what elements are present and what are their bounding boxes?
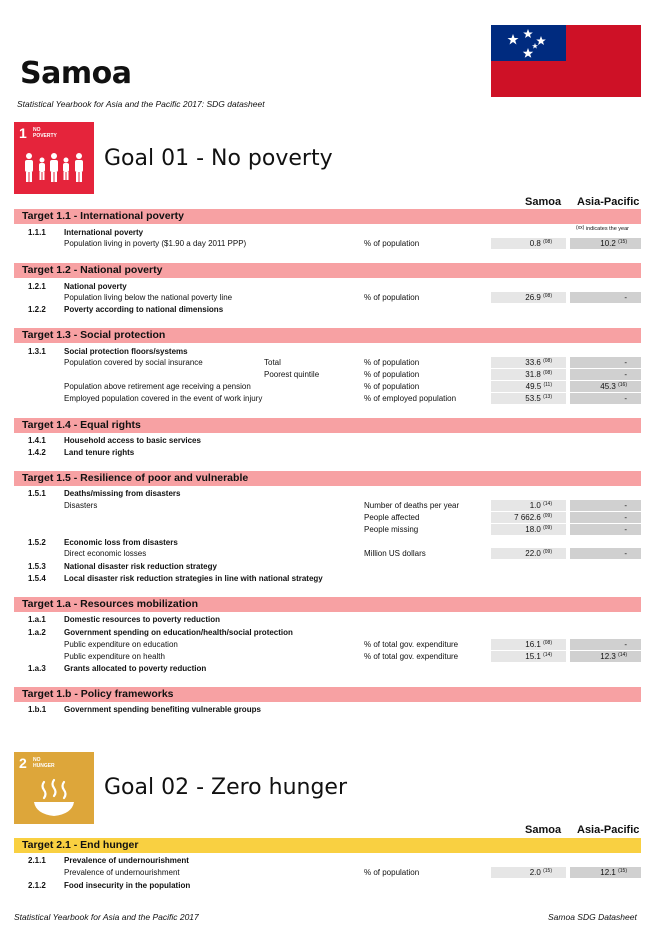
sub-indicator: Direct economic losses bbox=[64, 549, 147, 558]
unit-label: % of population bbox=[364, 868, 420, 877]
target-1-4-bar: Target 1.4 - Equal rights bbox=[14, 418, 641, 433]
datasheet-subtitle: Statistical Yearbook for Asia and the Pacific 2017: SDG datasheet bbox=[17, 99, 265, 109]
indicator-name: International poverty bbox=[64, 228, 144, 237]
goal-02-title: Goal 02 - Zero hunger bbox=[104, 775, 348, 800]
unit-label: % of population bbox=[364, 382, 420, 391]
goal-01-tile-label-2: POVERTY bbox=[33, 133, 57, 139]
value-region: 45.3 $^{(16)}$ bbox=[570, 381, 641, 392]
indicator-name: Government spending on education/health/social protection bbox=[64, 628, 293, 637]
unit-label: % of population bbox=[364, 370, 420, 379]
sub-indicator: Population above retirement age receiving a pension bbox=[64, 382, 251, 391]
value-region: 12.3 $^{(14)}$ bbox=[570, 651, 641, 662]
unit-label: % of total gov. expenditure bbox=[364, 640, 459, 649]
indicator-number: 2.1.1 bbox=[28, 856, 46, 865]
value-region: - bbox=[570, 548, 641, 559]
indicator-number: 1.1.1 bbox=[28, 228, 46, 237]
sub-indicator: Public expenditure on education bbox=[64, 640, 178, 649]
indicator-number: 1.4.2 bbox=[28, 448, 46, 457]
value-country: 1.0 $^{(14)}$ bbox=[491, 500, 566, 511]
target-2-1-bar: Target 2.1 - End hunger bbox=[14, 838, 641, 853]
indicator-number: 1.5.4 bbox=[28, 574, 46, 583]
indicator-number: 1.4.1 bbox=[28, 436, 46, 445]
indicator-name: Food insecurity in the population bbox=[64, 881, 191, 890]
unit-label: % of population bbox=[364, 293, 420, 302]
indicator-name: Prevalence of undernourishment bbox=[64, 856, 189, 865]
value-country: 22.0 $^{(09)}$ bbox=[491, 548, 566, 559]
indicator-name: National disaster risk reduction strategy bbox=[64, 562, 217, 571]
indicator-name: Poverty according to national dimensions bbox=[64, 305, 224, 314]
sub-indicator: Population living below the national poverty line bbox=[64, 293, 233, 302]
indicator-name: Social protection floors/systems bbox=[64, 347, 188, 356]
value-region: - bbox=[570, 292, 641, 303]
sub-indicator: Population covered by social insurance bbox=[64, 358, 203, 367]
value-region: 12.1 $^{(15)}$ bbox=[570, 867, 641, 878]
value-country: 31.8 $^{(08)}$ bbox=[491, 369, 566, 380]
goal-02-tile-number: 2 bbox=[19, 755, 27, 771]
target-1-b-bar: Target 1.b - Policy frameworks bbox=[14, 687, 641, 702]
sub-indicator: Public expenditure on health bbox=[64, 652, 165, 661]
indicator-number: 1.5.1 bbox=[28, 489, 46, 498]
indicator-name: Deaths/missing from disasters bbox=[64, 489, 181, 498]
value-region: - bbox=[570, 639, 641, 650]
value-country: 7 662.6 $^{(09)}$ bbox=[491, 512, 566, 523]
indicator-name: Government spending benefiting vulnerable groups bbox=[64, 705, 261, 714]
value-region: - bbox=[570, 393, 641, 404]
value-region: - bbox=[570, 524, 641, 535]
country-title: Samoa bbox=[20, 56, 132, 91]
sub-indicator-breakdown: Total bbox=[264, 358, 281, 367]
indicator-name: Economic loss from disasters bbox=[64, 538, 178, 547]
indicator-number: 1.2.2 bbox=[28, 305, 46, 314]
col-header-country: Samoa bbox=[525, 196, 562, 208]
unit-label: People missing bbox=[364, 525, 419, 534]
footer-left: Statistical Yearbook for Asia and the Pacific 2017 bbox=[14, 912, 199, 922]
indicator-number: 1.2.1 bbox=[28, 282, 46, 291]
indicator-number: 2.1.2 bbox=[28, 881, 46, 890]
sub-indicator-breakdown: Poorest quintile bbox=[264, 370, 320, 379]
indicator-name: Household access to basic services bbox=[64, 436, 201, 445]
value-region: - bbox=[570, 500, 641, 511]
sub-indicator: Disasters bbox=[64, 501, 98, 510]
value-country: 15.1 $^{(14)}$ bbox=[491, 651, 566, 662]
value-region: - bbox=[570, 369, 641, 380]
value-country: 53.5 $^{(13)}$ bbox=[491, 393, 566, 404]
goal-01-tile-label-1: NO bbox=[33, 127, 41, 133]
indicator-name: Domestic resources to poverty reduction bbox=[64, 615, 221, 624]
value-country: 0.8 $^{(08)}$ bbox=[491, 238, 566, 249]
unit-label: % of total gov. expenditure bbox=[364, 652, 459, 661]
target-1-5-bar: Target 1.5 - Resilience of poor and vulnerable bbox=[14, 471, 641, 486]
indicator-number: 1.b.1 bbox=[28, 705, 47, 714]
value-region: - bbox=[570, 357, 641, 368]
value-country: 16.1 $^{(08)}$ bbox=[491, 639, 566, 650]
value-region: - bbox=[570, 512, 641, 523]
indicator-name: Land tenure rights bbox=[64, 448, 135, 457]
value-region: 10.2 $^{(15)}$ bbox=[570, 238, 641, 249]
value-country: 2.0 $^{(15)}$ bbox=[491, 867, 566, 878]
indicator-name: Grants allocated to poverty reduction bbox=[64, 664, 207, 673]
target-1-3-bar: Target 1.3 - Social protection bbox=[14, 328, 641, 343]
col-header-region: Asia-Pacific bbox=[577, 196, 640, 208]
value-country: 18.0 $^{(09)}$ bbox=[491, 524, 566, 535]
samoa-flag bbox=[491, 25, 641, 97]
indicator-number: 1.a.2 bbox=[28, 628, 46, 637]
indicator-number: 1.a.1 bbox=[28, 615, 46, 624]
unit-label: Number of deaths per year bbox=[364, 501, 460, 510]
target-1-1-bar: Target 1.1 - International poverty bbox=[14, 209, 641, 224]
sub-indicator: Prevalence of undernourishment bbox=[64, 868, 180, 877]
goal-01-tile bbox=[14, 122, 94, 194]
col-header-country: Samoa bbox=[525, 824, 562, 836]
value-country: 49.5 $^{(11)}$ bbox=[491, 381, 566, 392]
sub-indicator: Population living in poverty ($1.90 a day 2011 PPP) bbox=[64, 239, 247, 248]
unit-label: Million US dollars bbox=[364, 549, 426, 558]
indicator-name: Local disaster risk reduction strategies in line with national strategy bbox=[64, 574, 323, 583]
unit-label: % of population bbox=[364, 358, 420, 367]
goal-02-tile-label-2: HUNGER bbox=[33, 763, 55, 769]
indicator-number: 1.a.3 bbox=[28, 664, 46, 673]
footer-right: Samoa SDG Datasheet bbox=[548, 912, 637, 922]
unit-label: % of population bbox=[364, 239, 420, 248]
goal-02-tile bbox=[14, 752, 94, 824]
goal-01-tile-number: 1 bbox=[19, 125, 27, 141]
goal-02-tile-label-1: NO bbox=[33, 757, 41, 763]
indicator-number: 1.5.3 bbox=[28, 562, 46, 571]
indicator-name: National poverty bbox=[64, 282, 127, 291]
value-country: 26.9 $^{(08)}$ bbox=[491, 292, 566, 303]
year-note: $^{(xx)}$ indicates the year bbox=[576, 225, 629, 232]
value-country: 33.6 $^{(08)}$ bbox=[491, 357, 566, 368]
target-1-a-bar: Target 1.a - Resources mobilization bbox=[14, 597, 641, 612]
unit-label: % of employed population bbox=[364, 394, 457, 403]
target-1-2-bar: Target 1.2 - National poverty bbox=[14, 263, 641, 278]
col-header-region: Asia-Pacific bbox=[577, 824, 640, 836]
sub-indicator: Employed population covered in the event of work injury bbox=[64, 394, 263, 403]
goal-01-title: Goal 01 - No poverty bbox=[104, 146, 333, 171]
indicator-number: 1.5.2 bbox=[28, 538, 46, 547]
indicator-number: 1.3.1 bbox=[28, 347, 46, 356]
unit-label: People affected bbox=[364, 513, 420, 522]
